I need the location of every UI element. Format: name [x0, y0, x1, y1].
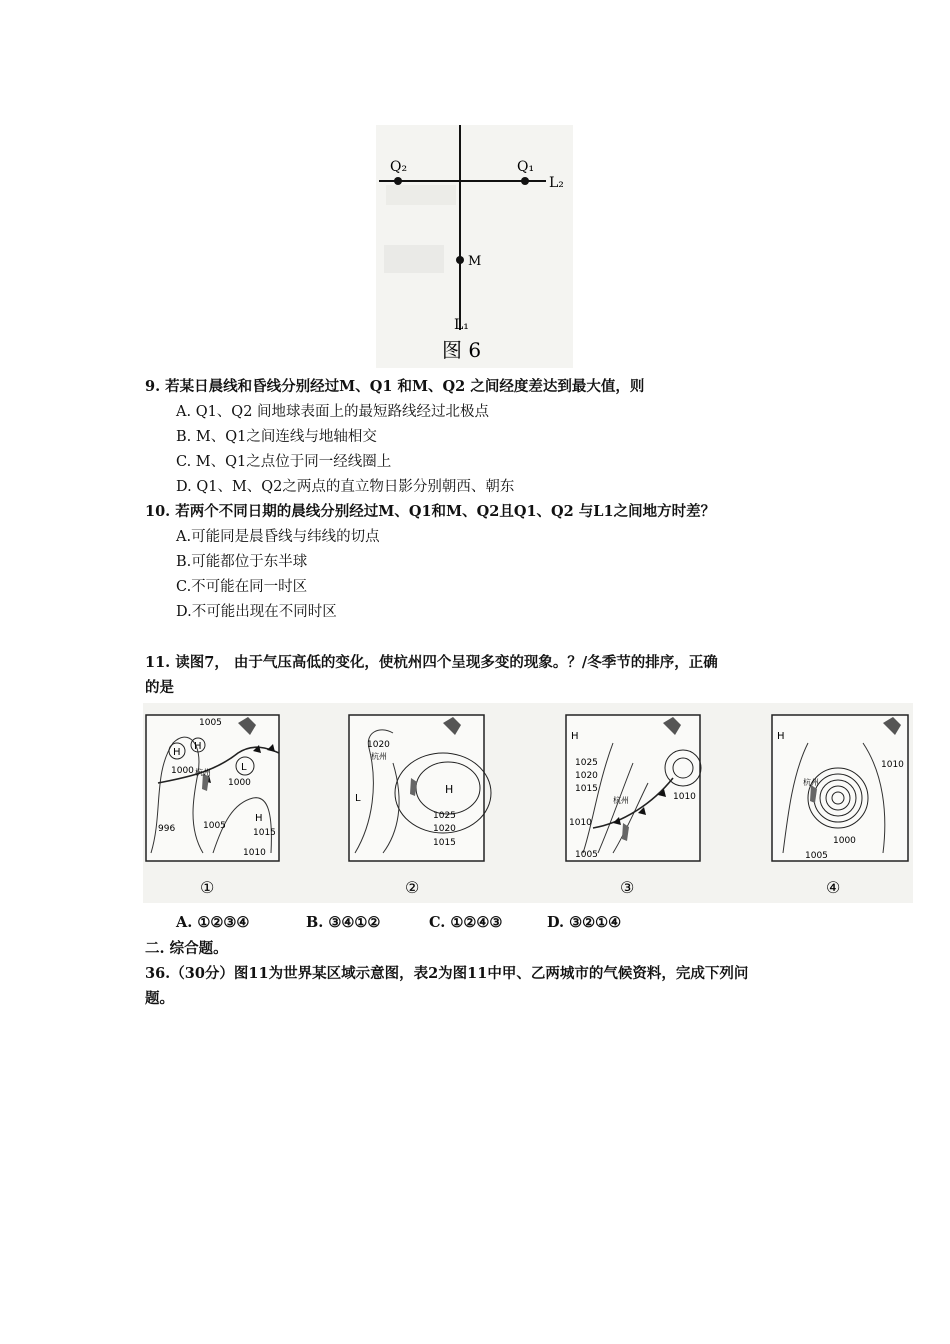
figure-7-weather-maps [143, 703, 913, 903]
weather-map-4-caption: ④ [826, 878, 841, 897]
q11-stem-line2: 的是 [145, 679, 174, 696]
svg-text:1005: 1005 [203, 821, 226, 831]
q11-option-b: B. ③④①② [306, 914, 381, 931]
q36-line1: 36.（30分）图11为世界某区域示意图，表2为图11中甲、乙两城市的气候资料，完成下列问 [145, 965, 749, 982]
svg-text:1010: 1010 [881, 760, 904, 770]
q10-option-c: C.不可能在同一时区 [176, 579, 308, 595]
figure-6 [376, 125, 573, 368]
svg-text:H: H [445, 783, 454, 796]
q9-option-a: A. Q1、Q2 间地球表面上的最短路线经过北极点 [176, 404, 490, 420]
figure-6-caption: 图 6 [442, 338, 482, 362]
q36-line2: 题。 [145, 990, 174, 1007]
q11-option-d: D. ③②①④ [547, 914, 622, 931]
weather-map-3-caption: ③ [620, 878, 635, 897]
q10-option-a: A.可能同是晨昏线与纬线的切点 [176, 529, 380, 545]
q11-stem-line1: 11. 读图7， 由于气压高低的变化，使杭州四个呈现多变的现象。？/冬季节的排序，正确 [145, 654, 718, 671]
q10-option-b: B.可能都位于东半球 [176, 554, 308, 570]
svg-text:H: H [571, 731, 579, 742]
section-2-title: 二. 综合题。 [145, 940, 228, 957]
q11-option-c: C. ①②④③ [429, 914, 503, 931]
svg-text:1015: 1015 [575, 784, 598, 794]
m-point [456, 256, 464, 264]
weather-map-2-caption: ② [405, 878, 420, 897]
svg-text:1020: 1020 [367, 740, 390, 750]
svg-text:996: 996 [158, 824, 176, 834]
svg-text:L: L [355, 793, 361, 804]
weather-map-1-caption: ① [200, 878, 215, 897]
svg-text:杭州: 杭州 [371, 752, 387, 761]
l2-label: L₂ [549, 175, 564, 191]
svg-text:1010: 1010 [243, 848, 266, 858]
q2-point [394, 177, 402, 185]
q10-stem: 10. 若两个不同日期的晨线分别经过M、Q1和M、Q2且Q1、Q2 与L1之间地方时差？ [145, 503, 716, 520]
svg-text:1000: 1000 [228, 778, 251, 788]
svg-text:1025: 1025 [575, 758, 598, 768]
q9-option-c: C. M、Q1之点位于同一经线圈上 [176, 454, 392, 470]
q11-option-a: A. ①②③④ [176, 914, 250, 931]
svg-text:1000: 1000 [171, 766, 194, 776]
q9-option-d: D. Q1、M、Q2之两点的直立物日影分别朝西、朝东 [176, 479, 515, 495]
svg-text:杭州: 杭州 [195, 768, 211, 777]
q2-label: Q₂ [390, 159, 408, 175]
svg-text:1005: 1005 [199, 718, 222, 728]
svg-text:H: H [255, 813, 263, 824]
m-label: M [468, 254, 482, 269]
svg-text:H: H [777, 731, 785, 742]
svg-text:H: H [194, 741, 202, 752]
q9-option-b: B. M、Q1之间连线与地轴相交 [176, 429, 377, 445]
svg-text:1010: 1010 [673, 792, 696, 802]
svg-text:L: L [241, 762, 247, 773]
q9-stem: 9. 若某日晨线和昏线分别经过M、Q1 和M、Q2 之间经度差达到最大值，则 [145, 378, 645, 395]
l1-label: L₁ [454, 317, 469, 333]
svg-text:1010: 1010 [569, 818, 592, 828]
q1-label: Q₁ [517, 159, 535, 175]
q1-point [521, 177, 529, 185]
svg-text:1015: 1015 [433, 838, 456, 848]
svg-text:1015: 1015 [253, 828, 276, 838]
svg-text:杭州: 杭州 [613, 796, 629, 805]
svg-text:1025: 1025 [433, 811, 456, 821]
svg-text:杭州: 杭州 [803, 778, 819, 787]
q10-option-d: D.不可能出现在不同时区 [176, 604, 337, 620]
svg-text:1005: 1005 [805, 851, 828, 861]
svg-text:1000: 1000 [833, 836, 856, 846]
svg-text:H: H [173, 747, 181, 758]
svg-text:1020: 1020 [575, 771, 598, 781]
svg-text:1020: 1020 [433, 824, 456, 834]
svg-text:1005: 1005 [575, 850, 598, 860]
